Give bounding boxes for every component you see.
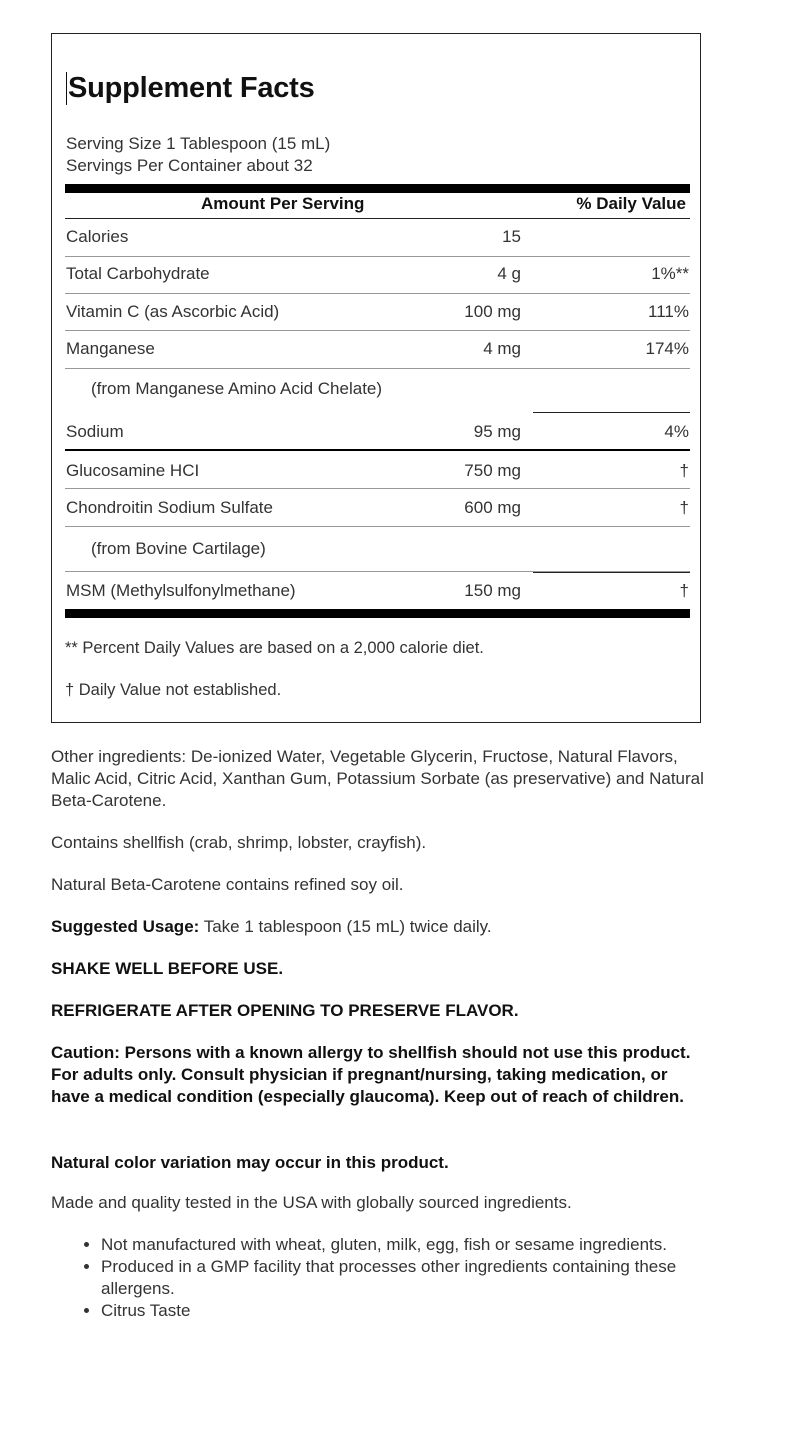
- beta-carotene-note: Natural Beta-Carotene contains refined soy oil.: [51, 875, 404, 894]
- color-variation-notice: Natural color variation may occur in this product.: [51, 1153, 449, 1172]
- allergen-shellfish: Contains shellfish (crab, shrimp, lobster, crayfish).: [51, 833, 427, 852]
- footnote-percent-daily-values: ** Percent Daily Values are based on a 2,000 calorie diet.: [65, 639, 484, 657]
- sub-rule: [533, 572, 690, 573]
- row-rule: [65, 526, 690, 527]
- shake-notice: SHAKE WELL BEFORE USE.: [51, 959, 284, 978]
- sub-rule: [533, 412, 690, 413]
- list-item: • Citrus Taste: [101, 1300, 741, 1322]
- nutrient-name: Chondroitin Sodium Sulfate: [66, 498, 273, 517]
- nutrient-amount: 4 mg: [483, 339, 521, 358]
- footnote-daily-value-not-established: † Daily Value not established.: [65, 681, 282, 699]
- product-features-list: [51, 1234, 741, 1322]
- suggested-usage: [51, 916, 711, 938]
- nutrient-amount: 100 mg: [464, 302, 521, 321]
- header-daily-value: % Daily Value: [576, 194, 686, 213]
- nutrient-daily-value: †: [679, 581, 689, 600]
- refrigerate-notice: REFRIGERATE AFTER OPENING TO PRESERVE FLAVOR.: [51, 1001, 519, 1020]
- nutrient-name: Calories: [66, 227, 129, 246]
- panel-title: Supplement Facts: [68, 72, 315, 104]
- nutrient-name: Manganese: [66, 339, 155, 358]
- nutrient-name: Vitamin C (as Ascorbic Acid): [66, 302, 280, 321]
- nutrient-daily-value: †: [679, 498, 689, 517]
- chondroitin-source: (from Bovine Cartilage): [91, 539, 266, 558]
- serving-size: Serving Size 1 Tablespoon (15 mL): [66, 134, 331, 153]
- row-rule: [65, 293, 690, 294]
- nutrient-daily-value: 4%: [664, 422, 689, 441]
- row-rule: [65, 256, 690, 257]
- nutrient-name: MSM (Methylsulfonylmethane): [66, 581, 296, 600]
- supplement-facts-panel: [51, 33, 701, 723]
- made-in-usa: Made and quality tested in the USA with globally sourced ingredients.: [51, 1193, 572, 1212]
- caution-warning: Caution: Persons with a known allergy to shellfish should not use this product. For adults only. Consult physician if pregnant/nursing, taking medication, or have a medical condition (especially glaucoma). Keep out of reach of children.: [51, 1043, 691, 1106]
- list-item: • Not manufactured with wheat, gluten, milk, egg, fish or sesame ingredients.: [101, 1234, 741, 1256]
- row-rule: [65, 330, 690, 331]
- top-thick-bar: [65, 184, 690, 193]
- row-rule: [65, 488, 690, 489]
- nutrient-amount: 95 mg: [473, 422, 521, 441]
- list-item: • Produced in a GMP facility that processes other ingredients containing these allergens.: [101, 1256, 741, 1300]
- suggested-usage-text: Take 1 tablespoon (15 mL) twice daily.: [199, 917, 492, 936]
- other-ingredients: Other ingredients: De-ionized Water, Vegetable Glycerin, Fructose, Natural Flavors, Malic Acid, Citric Acid, Xanthan Gum, Potassium Sorbate (as preservative) and Natural Beta-Carotene.: [51, 747, 704, 810]
- nutrient-name: Total Carbohydrate: [66, 264, 210, 283]
- nutrient-amount: 600 mg: [464, 498, 521, 517]
- nutrient-daily-value: 174%: [645, 339, 689, 358]
- section-divider: [65, 449, 690, 451]
- nutrient-amount: 750 mg: [464, 461, 521, 480]
- nutrient-amount: 150 mg: [464, 581, 521, 600]
- nutrient-daily-value: 1%**: [651, 264, 689, 283]
- suggested-usage-label: Suggested Usage:: [51, 917, 200, 936]
- header-rule: [65, 218, 690, 219]
- nutrient-name: Glucosamine HCI: [66, 461, 200, 480]
- bottom-thick-bar: [65, 609, 690, 618]
- row-rule: [65, 368, 690, 369]
- manganese-source: (from Manganese Amino Acid Chelate): [91, 379, 383, 398]
- nutrient-name: Sodium: [66, 422, 124, 441]
- nutrient-amount: 4 g: [497, 264, 521, 283]
- nutrient-daily-value: †: [679, 461, 689, 480]
- header-amount-per-serving: Amount Per Serving: [201, 194, 365, 213]
- nutrient-daily-value: 111%: [648, 302, 689, 321]
- servings-per-container: Servings Per Container about 32: [66, 156, 313, 175]
- nutrient-amount: 15: [502, 227, 521, 246]
